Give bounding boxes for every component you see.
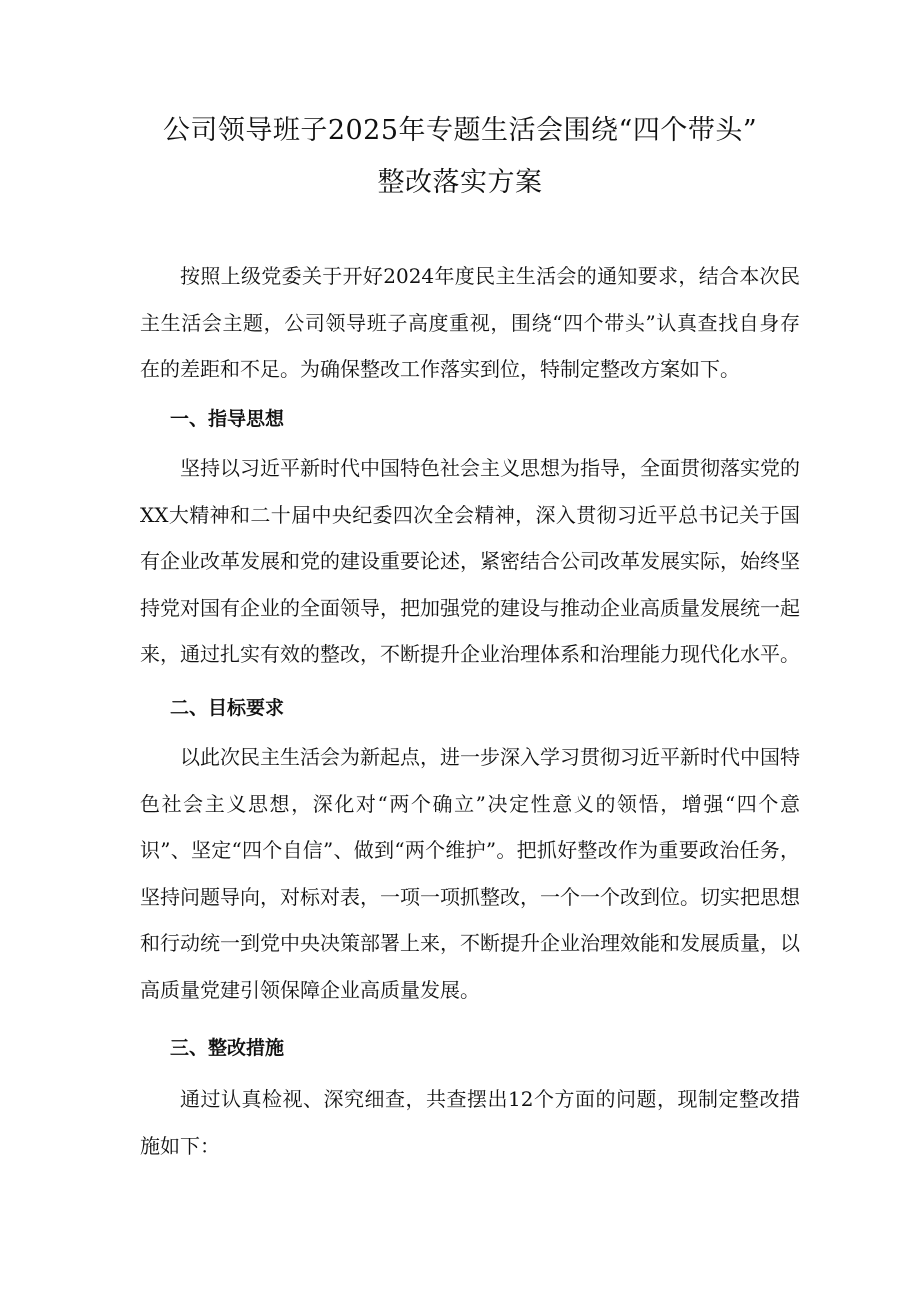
section-heading-guiding-ideology: 一、指导思想 [170,408,285,430]
section-paragraph-goals: 以此次民主生活会为新起点，进一步深入学习贯彻习近平新时代中国特色社会主义思想，深化对“两个确立”决定性意义的领悟，增强“四个意识”、坚定“四个自信”、做到“两个维护”。把抓好整改作为重要政治任务，坚持问题导向，对标对表，一项一项抓整改，一个一个改到位。切实把思想和行动统一到党中央决策部署上来，不断提升企业治理效能和发展质量，以高质量党建引领保障企业高质量发展。 [140,745,800,1002]
intro-paragraph: 按照上级党委关于开好2024年度民主生活会的通知要求，结合本次民主生活会主题，公司领导班子高度重视，围绕“四个带头”认真查找自身存在的差距和不足。为确保整改工作落实到位，特制定整改方案如下。 [140,264,800,381]
section-heading-goals: 二、目标要求 [170,697,285,719]
document-title-line-2: 整改落实方案 [377,167,543,198]
section-paragraph-measures: 通过认真检视、深究细查，共查摆出12个方面的问题，现制定整改措施如下： [140,1087,800,1158]
section-heading-measures: 三、整改措施 [170,1037,285,1059]
section-paragraph-guiding-ideology: 坚持以习近平新时代中国特色社会主义思想为指导，全面贯彻落实党的XX大精神和二十届中央纪委四次全会精神，深入贯彻习近平总书记关于国有企业改革发展和党的建设重要论述，紧密结合公司改革发展实际，始终坚持党对国有企业的全面领导，把加强党的建设与推动企业高质量发展统一起来，通过扎实有效的整改，不断提升企业治理体系和治理能力现代化水平。 [140,456,800,666]
document-title-line-1: 公司领导班子2025年专题生活会围绕“四个带头” [162,115,758,146]
